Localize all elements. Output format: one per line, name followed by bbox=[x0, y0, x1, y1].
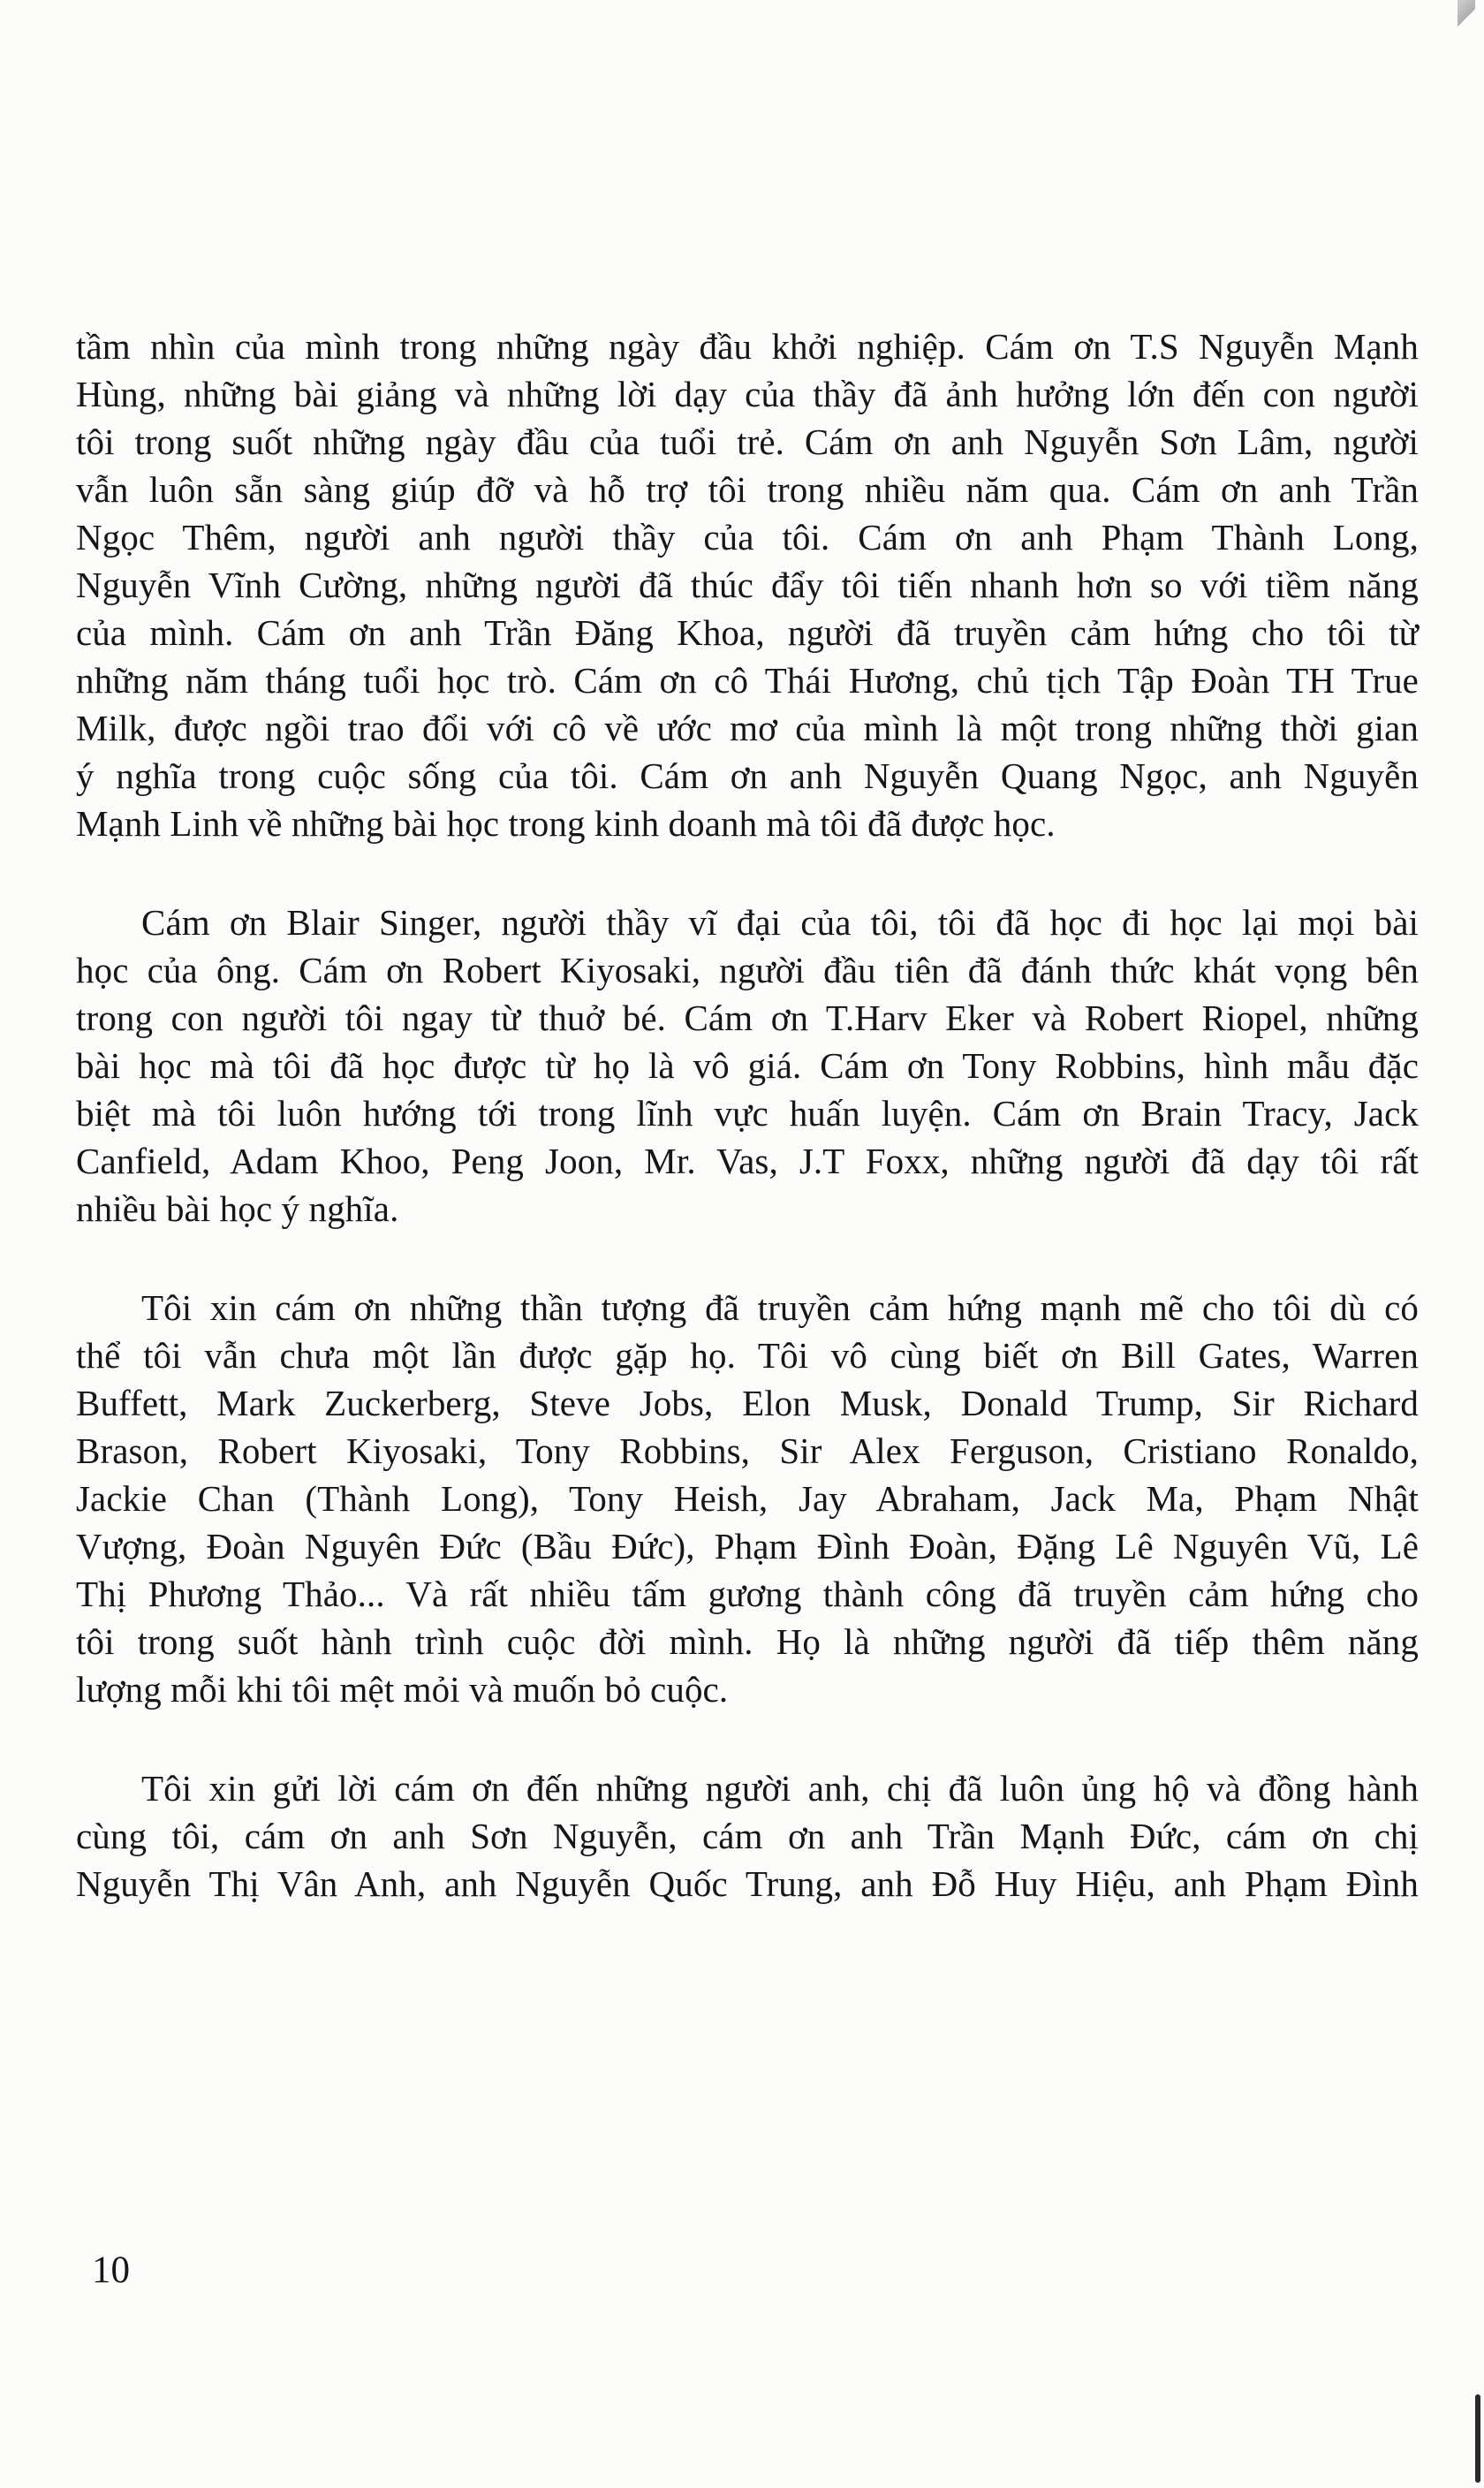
text-line: biệt mà tôi luôn hướng tới trong lĩnh vực huấn luyện. Cám ơn Brain Tracy, Jack bbox=[76, 1093, 1419, 1134]
text-line: Hùng, những bài giảng và những lời dạy của thầy đã ảnh hưởng lớn đến con người bbox=[76, 374, 1419, 414]
page-number: 10 bbox=[92, 2249, 130, 2291]
text-line: Jackie Chan (Thành Long), Tony Heish, Jay Abraham, Jack Ma, Phạm Nhật bbox=[76, 1478, 1419, 1519]
paragraph-2 bbox=[76, 899, 1419, 1233]
text-line: Tôi xin gửi lời cám ơn đến những người anh, chị đã luôn ủng hộ và đồng hành bbox=[141, 1768, 1419, 1809]
text-line: Cám ơn Blair Singer, người thầy vĩ đại của tôi, tôi đã học đi học lại mọi bài bbox=[141, 902, 1419, 943]
text-line: của mình. Cám ơn anh Trần Đăng Khoa, người đã truyền cảm hứng cho tôi từ bbox=[76, 612, 1419, 653]
text-line: trong con người tôi ngay từ thuở bé. Cám ơn T.Harv Eker và Robert Riopel, những bbox=[76, 997, 1419, 1038]
text-line: Mạnh Linh về những bài học trong kinh doanh mà tôi đã được học. bbox=[76, 803, 1056, 844]
text-line: Canfield, Adam Khoo, Peng Joon, Mr. Vas, J.T Foxx, những người đã dạy tôi rất bbox=[76, 1141, 1419, 1181]
page-body-text bbox=[76, 322, 1419, 1908]
text-line: những năm tháng tuổi học trò. Cám ơn cô Thái Hương, chủ tịch Tập Đoàn TH True bbox=[76, 660, 1419, 701]
text-line: tôi trong suốt hành trình cuộc đời mình. Họ là những người đã tiếp thêm năng bbox=[76, 1621, 1419, 1662]
text-line: Nguyễn Thị Vân Anh, anh Nguyễn Quốc Trung, anh Đỗ Huy Hiệu, anh Phạm Đình bbox=[76, 1863, 1419, 1904]
paragraph-1 bbox=[76, 322, 1419, 847]
text-line: tầm nhìn của mình trong những ngày đầu khởi nghiệp. Cám ơn T.S Nguyễn Mạnh bbox=[76, 326, 1419, 367]
text-line: tôi trong suốt những ngày đầu của tuổi trẻ. Cám ơn anh Nguyễn Sơn Lâm, người bbox=[76, 421, 1419, 462]
paragraph-spacer bbox=[76, 847, 1419, 899]
text-line: Brason, Robert Kiyosaki, Tony Robbins, Sir Alex Ferguson, Cristiano Ronaldo, bbox=[76, 1430, 1419, 1471]
paragraph-spacer bbox=[76, 1233, 1419, 1284]
paragraph-spacer bbox=[76, 1713, 1419, 1764]
text-line: bài học mà tôi đã học được từ họ là vô giá. Cám ơn Tony Robbins, hình mẫu đặc bbox=[76, 1045, 1419, 1086]
text-line: lượng mỗi khi tôi mệt mỏi và muốn bỏ cuộc. bbox=[76, 1669, 729, 1710]
text-line: Vượng, Đoàn Nguyên Đức (Bầu Đức), Phạm Đình Đoàn, Đặng Lê Nguyên Vũ, Lê bbox=[76, 1526, 1419, 1566]
text-line: vẫn luôn sẵn sàng giúp đỡ và hỗ trợ tôi trong nhiều năm qua. Cám ơn anh Trần bbox=[76, 469, 1419, 510]
paragraph-3 bbox=[76, 1284, 1419, 1713]
paragraph-4 bbox=[76, 1764, 1419, 1908]
text-line: cùng tôi, cám ơn anh Sơn Nguyễn, cám ơn anh Trần Mạnh Đức, cám ơn chị bbox=[76, 1816, 1419, 1856]
text-line: Ngọc Thêm, người anh người thầy của tôi. Cám ơn anh Phạm Thành Long, bbox=[76, 517, 1419, 558]
text-line: Buffett, Mark Zuckerberg, Steve Jobs, Elon Musk, Donald Trump, Sir Richard bbox=[76, 1383, 1419, 1423]
text-line: ý nghĩa trong cuộc sống của tôi. Cám ơn anh Nguyễn Quang Ngọc, anh Nguyễn bbox=[76, 755, 1419, 796]
text-line: nhiều bài học ý nghĩa. bbox=[76, 1188, 399, 1229]
scan-edge-mark bbox=[1475, 2394, 1480, 2483]
text-line: Tôi xin cám ơn những thần tượng đã truyền cảm hứng mạnh mẽ cho tôi dù có bbox=[141, 1287, 1419, 1328]
text-line: Nguyễn Vĩnh Cường, những người đã thúc đẩy tôi tiến nhanh hơn so với tiềm năng bbox=[76, 565, 1419, 605]
text-line: Thị Phương Thảo... Và rất nhiều tấm gương thành công đã truyền cảm hứng cho bbox=[76, 1574, 1419, 1614]
text-line: thể tôi vẫn chưa một lần được gặp họ. Tôi vô cùng biết ơn Bill Gates, Warren bbox=[76, 1335, 1419, 1376]
text-line: Milk, được ngồi trao đổi với cô về ước mơ của mình là một trong những thời gian bbox=[76, 708, 1419, 748]
scan-edge-mark bbox=[1458, 0, 1475, 27]
text-line: học của ông. Cám ơn Robert Kiyosaki, người đầu tiên đã đánh thức khát vọng bên bbox=[76, 950, 1419, 990]
